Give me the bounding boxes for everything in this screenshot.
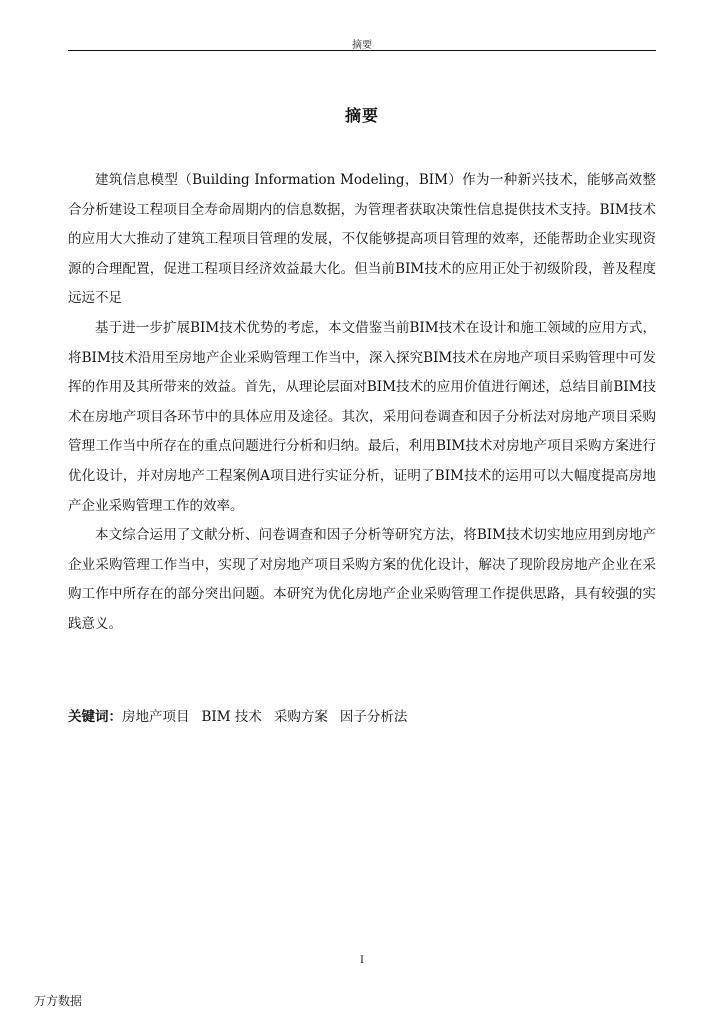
running-header: 摘要 <box>352 40 372 51</box>
keyword-item: 因子分析法 <box>339 709 408 725</box>
keywords-line <box>68 705 656 725</box>
keyword-item: 采购方案 <box>273 709 328 725</box>
page-title: 摘要 <box>344 106 379 125</box>
header-rule <box>68 50 656 51</box>
watermark-text: 万方数据 <box>34 994 83 1008</box>
paragraph-3: 本文综合运用了文献分析、问卷调查和因子分析等研究方法，将BIM技术切实地应用到房地产企业采购管理工作当中，实现了对房地产项目采购方案的优化设计，解决了现阶段房地产企业在采购工作中所存在的部分突出问题。本研究为优化房地产企业采购管理工作提供思路，具有较强的实践意义。 <box>68 527 656 632</box>
keyword-item: BIM 技术 <box>201 709 262 725</box>
keywords-label: 关键词： <box>68 709 122 725</box>
paragraph-2: 基于进一步扩展BIM技术优势的考虑，本文借鉴当前BIM技术在设计和施工领域的应用方式，将BIM技术沿用至房地产企业采购管理工作当中，深入探究BIM技术在房地产项目采购管理中可发挥的作用及其所带来的效益。首先，从理论层面对BIM技术的应用价值进行阐述，总结目前BIM技术在房地产项目各环节中的具体应用及途径。其次，采用问卷调查和因子分析法对房地产项目采购管理工作当中所存在的重点问题进行分析和归纳。最后，利用BIM技术对房地产项目采购方案进行优化设计，并对房地产工程案例A项目进行实证分析，证明了BIM技术的运用可以大幅度提高房地产企业采购管理工作的效率。 <box>68 319 656 514</box>
paragraph-1: 建筑信息模型（Building Information Modeling，BIM）作为一种新兴技术，能够高效整合分析建设工程项目全寿命周期内的信息数据，为管理者获取决策性信息提供技术支持。BIM技术的应用大大推动了建筑工程项目管理的发展，不仅能够提高项目管理的效率，还能帮助企业实现资源的合理配置，促进工程项目经济效益最大化。但当前BIM技术的应用正处于初级阶段，普及程度远远不足 <box>68 172 656 307</box>
keyword-item: 房地产项目 <box>122 709 190 725</box>
abstract-body <box>68 166 656 640</box>
page-number: I <box>360 955 364 966</box>
